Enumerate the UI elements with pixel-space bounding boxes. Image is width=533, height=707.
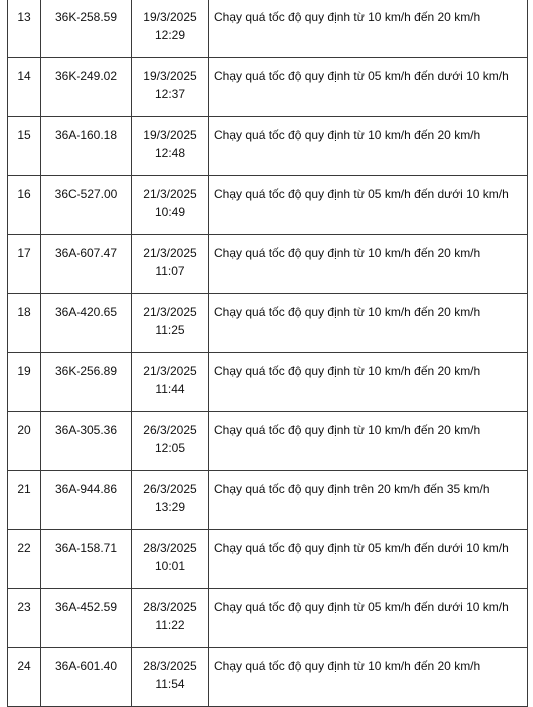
datetime-cell — [132, 412, 209, 471]
violation-date: 26/3/2025 — [143, 482, 197, 496]
violation-time: 10:49 — [154, 205, 186, 219]
datetime-cell — [132, 235, 209, 294]
violation-description-cell: Chạy quá tốc độ quy định từ 05 km/h đến dưới 10 km/h — [209, 530, 528, 589]
violation-date: 21/3/2025 — [143, 187, 197, 201]
violation-description-cell: Chạy quá tốc độ quy định từ 10 km/h đến 20 km/h — [209, 648, 528, 707]
license-plate-cell: 36K-256.89 — [41, 353, 132, 412]
row-number-cell: 22 — [8, 530, 41, 589]
violation-description-cell: Chạy quá tốc độ quy định từ 10 km/h đến 20 km/h — [209, 353, 528, 412]
violation-description-cell: Chạy quá tốc độ quy định từ 05 km/h đến dưới 10 km/h — [209, 589, 528, 648]
row-number-cell: 19 — [8, 353, 41, 412]
row-number-cell: 20 — [8, 412, 41, 471]
violation-description-cell: Chạy quá tốc độ quy định từ 05 km/h đến dưới 10 km/h — [209, 58, 528, 117]
license-plate-cell: 36A-944.86 — [41, 471, 132, 530]
violation-date: 28/3/2025 — [143, 541, 197, 555]
violation-date: 19/3/2025 — [143, 10, 197, 24]
license-plate-cell: 36A-452.59 — [41, 589, 132, 648]
license-plate-cell: 36A-160.18 — [41, 117, 132, 176]
table-row — [8, 412, 528, 471]
datetime-cell — [132, 648, 209, 707]
row-number-cell: 24 — [8, 648, 41, 707]
violation-time: 12:37 — [154, 87, 186, 101]
table-row — [8, 471, 528, 530]
row-number-cell: 17 — [8, 235, 41, 294]
table-row — [8, 235, 528, 294]
violation-description-cell: Chạy quá tốc độ quy định từ 10 km/h đến 20 km/h — [209, 0, 528, 58]
license-plate-cell: 36A-601.40 — [41, 648, 132, 707]
violation-time: 12:48 — [154, 146, 186, 160]
violation-date: 28/3/2025 — [143, 600, 197, 614]
violation-time: 11:44 — [155, 382, 185, 396]
violation-date: 21/3/2025 — [143, 305, 197, 319]
table-row — [8, 117, 528, 176]
violations-table — [7, 0, 528, 707]
row-number-cell: 23 — [8, 589, 41, 648]
table-row — [8, 353, 528, 412]
violation-time: 11:22 — [155, 618, 185, 632]
violation-time: 12:05 — [154, 441, 186, 455]
table-row — [8, 589, 528, 648]
datetime-cell — [132, 589, 209, 648]
license-plate-cell: 36K-258.59 — [41, 0, 132, 58]
violation-description-cell: Chạy quá tốc độ quy định từ 10 km/h đến 20 km/h — [209, 235, 528, 294]
violation-description-cell: Chạy quá tốc độ quy định trên 20 km/h đến 35 km/h — [209, 471, 528, 530]
datetime-cell — [132, 176, 209, 235]
table-row — [8, 58, 528, 117]
table-row — [8, 648, 528, 707]
violation-time: 13:29 — [154, 500, 186, 514]
row-number-cell: 18 — [8, 294, 41, 353]
datetime-cell — [132, 530, 209, 589]
violation-time: 12:29 — [154, 28, 186, 42]
license-plate-cell: 36C-527.00 — [41, 176, 132, 235]
table-row — [8, 0, 528, 58]
violation-date: 19/3/2025 — [143, 69, 197, 83]
row-number-cell: 14 — [8, 58, 41, 117]
datetime-cell — [132, 353, 209, 412]
datetime-cell — [132, 0, 209, 58]
license-plate-cell: 36A-305.36 — [41, 412, 132, 471]
datetime-cell — [132, 58, 209, 117]
violation-description-cell: Chạy quá tốc độ quy định từ 10 km/h đến 20 km/h — [209, 294, 528, 353]
datetime-cell — [132, 117, 209, 176]
violation-date: 28/3/2025 — [143, 659, 197, 673]
violation-time: 10:01 — [154, 559, 186, 573]
table-row — [8, 176, 528, 235]
license-plate-cell: 36A-158.71 — [41, 530, 132, 589]
row-number-cell: 16 — [8, 176, 41, 235]
license-plate-cell: 36A-420.65 — [41, 294, 132, 353]
violation-date: 21/3/2025 — [143, 364, 197, 378]
table-row — [8, 530, 528, 589]
violation-date: 26/3/2025 — [143, 423, 197, 437]
row-number-cell: 13 — [8, 0, 41, 58]
row-number-cell: 15 — [8, 117, 41, 176]
violation-time: 11:07 — [155, 264, 185, 278]
violation-description-cell: Chạy quá tốc độ quy định từ 10 km/h đến 20 km/h — [209, 412, 528, 471]
datetime-cell — [132, 471, 209, 530]
violations-table-container — [7, 0, 527, 707]
license-plate-cell: 36A-607.47 — [41, 235, 132, 294]
table-row — [8, 294, 528, 353]
violation-description-cell: Chạy quá tốc độ quy định từ 10 km/h đến 20 km/h — [209, 117, 528, 176]
violation-date: 21/3/2025 — [143, 246, 197, 260]
violation-date: 19/3/2025 — [143, 128, 197, 142]
violation-time: 11:25 — [155, 323, 185, 337]
violation-time: 11:54 — [155, 677, 185, 691]
row-number-cell: 21 — [8, 471, 41, 530]
violations-table-body — [8, 0, 528, 707]
violation-description-cell: Chạy quá tốc độ quy định từ 05 km/h đến dưới 10 km/h — [209, 176, 528, 235]
license-plate-cell: 36K-249.02 — [41, 58, 132, 117]
datetime-cell — [132, 294, 209, 353]
